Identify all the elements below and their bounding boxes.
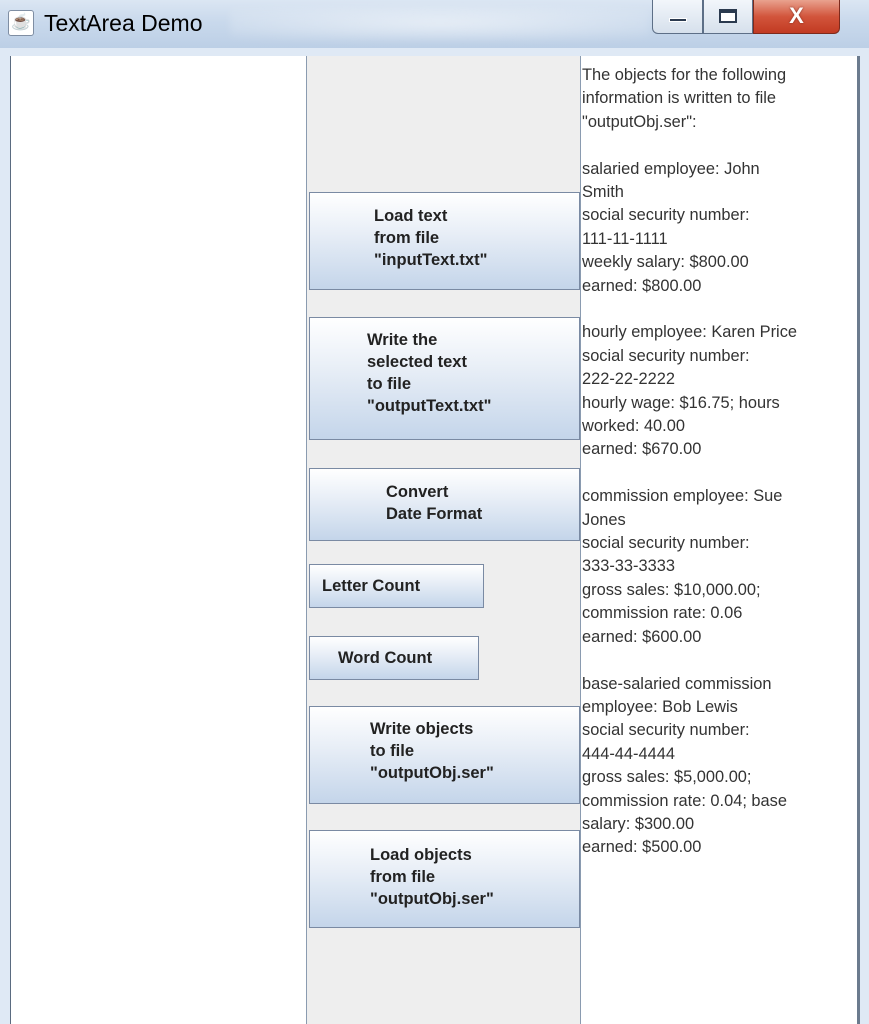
output-text-line: Jones [582,510,626,529]
output-text-line: earned: $600.00 [582,627,702,646]
minimize-button[interactable] [652,0,703,34]
scrollbar-edge[interactable] [857,56,860,1024]
output-text-line: commission rate: 0.06 [582,604,743,623]
close-button[interactable] [753,0,840,34]
button-label-line: "outputText.txt" [367,397,492,415]
button-label-line: Date Format [386,505,483,523]
output-text-line: earned: $670.00 [582,440,702,459]
close-icon: X [789,3,804,28]
output-text-line [582,134,860,157]
button-label-line: Load objects [370,846,472,864]
write-selected-text-button[interactable] [309,317,580,440]
output-text-line: worked: 40.00 [582,417,685,436]
write-objects-button[interactable] [309,706,580,804]
button-label-line: selected text [367,353,467,371]
button-label-line: Write objects [370,720,474,738]
output-text-line: gross sales: $5,000.00; [582,768,752,787]
output-text-line: commission employee: Sue [582,487,783,506]
maximize-icon [719,9,737,23]
output-text-line: 111-11-1111 [582,229,668,248]
output-text-line [582,649,860,672]
output-text-line: gross sales: $10,000.00; [582,580,761,599]
button-label-line: "outputObj.ser" [370,764,494,782]
button-label-line: from file [370,868,436,886]
button-label-line: to file [367,375,411,393]
output-text-line: Smith [582,183,624,202]
content-pane [10,56,860,1024]
output-text-line: earned: $500.00 [582,838,702,857]
output-text-line: "outputObj.ser": [582,112,697,131]
title-bar[interactable] [0,0,869,48]
title-bar-glow [230,6,650,40]
button-label-line: Word Count [338,649,433,667]
button-label-line: Write the [367,331,438,349]
button-label-line: from file [374,229,440,247]
load-text-button[interactable] [309,192,580,290]
input-text-area[interactable] [11,56,307,1024]
button-label-line: "inputText.txt" [374,251,488,269]
output-text-area[interactable] [580,56,860,1024]
output-text-line: hourly wage: $16.75; hours [582,393,780,412]
button-label-line: to file [370,742,414,760]
output-text-line [582,462,860,485]
output-text-line: The objects for the following [582,66,787,84]
window-title: TextArea Demo [44,10,203,36]
button-label-line: Load text [374,207,448,225]
letter-count-button[interactable] [309,564,484,608]
java-cup-icon[interactable]: ☕ [8,10,34,36]
output-text-line: social security number: [582,721,750,740]
maximize-button[interactable] [703,0,753,34]
output-text-line: social security number: [582,534,750,553]
word-count-button[interactable] [309,636,479,680]
button-label-line: Letter Count [322,577,421,595]
load-objects-button[interactable] [309,830,580,928]
output-text-line: social security number: [582,346,750,365]
output-text-line: hourly employee: Karen Price [582,323,798,342]
minimize-icon [669,18,687,22]
button-label-line: Convert [386,483,449,501]
output-text-line: earned: $800.00 [582,276,702,295]
output-text-line: 333-33-3333 [582,557,675,576]
output-text-line: salary: $300.00 [582,814,695,833]
convert-date-format-button[interactable] [309,468,580,541]
output-text-line: 222-22-2222 [582,370,675,389]
output-text-lines [582,64,860,860]
output-text-line [582,298,860,321]
output-text-line: 444-44-4444 [582,744,675,763]
button-label-line: "outputObj.ser" [370,890,494,908]
output-text-line: information is written to file [582,89,777,108]
output-text-line: employee: Bob Lewis [582,697,738,716]
output-text-line: weekly salary: $800.00 [582,253,749,272]
output-text-line: social security number: [582,206,750,225]
output-text-line: commission rate: 0.04; base [582,791,787,810]
output-text-line: salaried employee: John [582,159,760,178]
output-text-line: base-salaried commission [582,674,772,693]
